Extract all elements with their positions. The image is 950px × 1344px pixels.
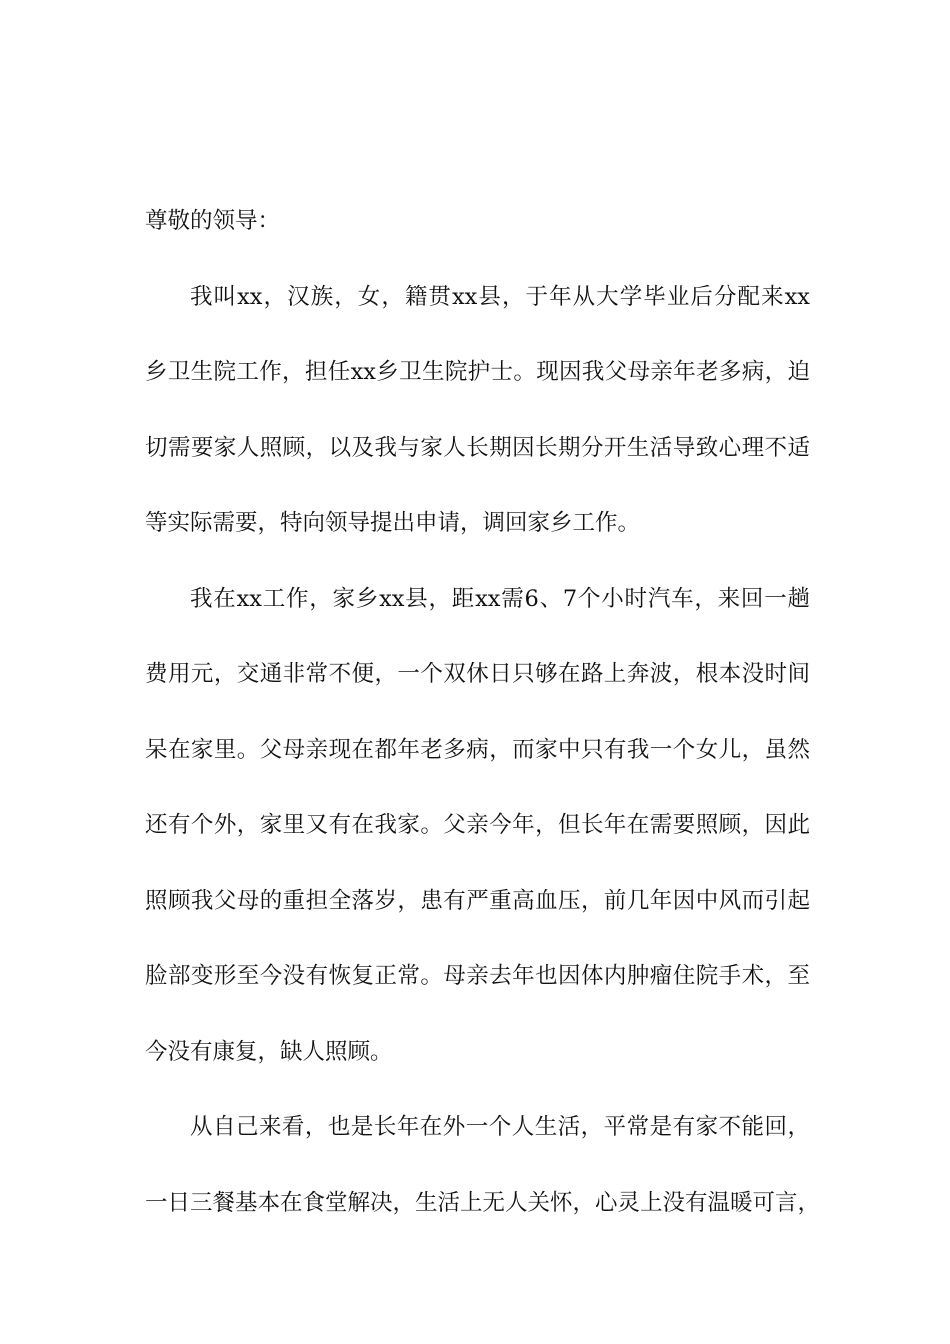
text-line: 脸部变形至今没有恢复正常。母亲去年也因体内肿瘤住院手术，至 [145, 963, 810, 989]
text-line: 费用元，交通非常不便，一个双休日只够在路上奔波，根本没时间 [145, 661, 810, 687]
text-line: 乡卫生院工作，担任xx乡卫生院护士。现因我父母亲年老多病，迫 [145, 359, 810, 385]
text-line: 一日三餐基本在食堂解决，生活上无人关怀，心灵上没有温暖可言， [145, 1189, 821, 1216]
text-line: 我叫xx，汉族，女，籍贯xx县，于年从大学毕业后分配来xx [190, 283, 810, 310]
letter-body [145, 184, 821, 1241]
text-line: 等实际需要，特向领导提出申请，调回家乡工作。 [145, 510, 641, 536]
text-line: 还有个外，家里又有在我家。父亲今年，但长年在需要照顾，因此 [145, 812, 810, 838]
text-line: 照顾我父母的重担全落岁，患有严重高血压，前几年因中风而引起 [145, 887, 810, 914]
text-line: 今没有康复，缺人照顾。 [145, 1038, 393, 1065]
text-line: 我在xx工作，家乡xx县，距xx需6、7个小时汽车，来回一趟 [190, 585, 810, 612]
text-line: 从自己来看，也是长年在外一个人生活，平常是有家不能回， [190, 1114, 810, 1140]
paragraph-3 [145, 1090, 821, 1241]
text-line: 呆在家里。父母亲现在都年老多病，而家中只有我一个女儿，虽然 [145, 736, 810, 763]
salutation: 尊敬的领导： [145, 208, 281, 234]
text-line: 切需要家人照顾，以及我与家人长期因长期分开生活导致心理不适 [145, 434, 810, 461]
paragraph-1 [145, 260, 810, 562]
paragraph-2 [145, 562, 810, 1091]
